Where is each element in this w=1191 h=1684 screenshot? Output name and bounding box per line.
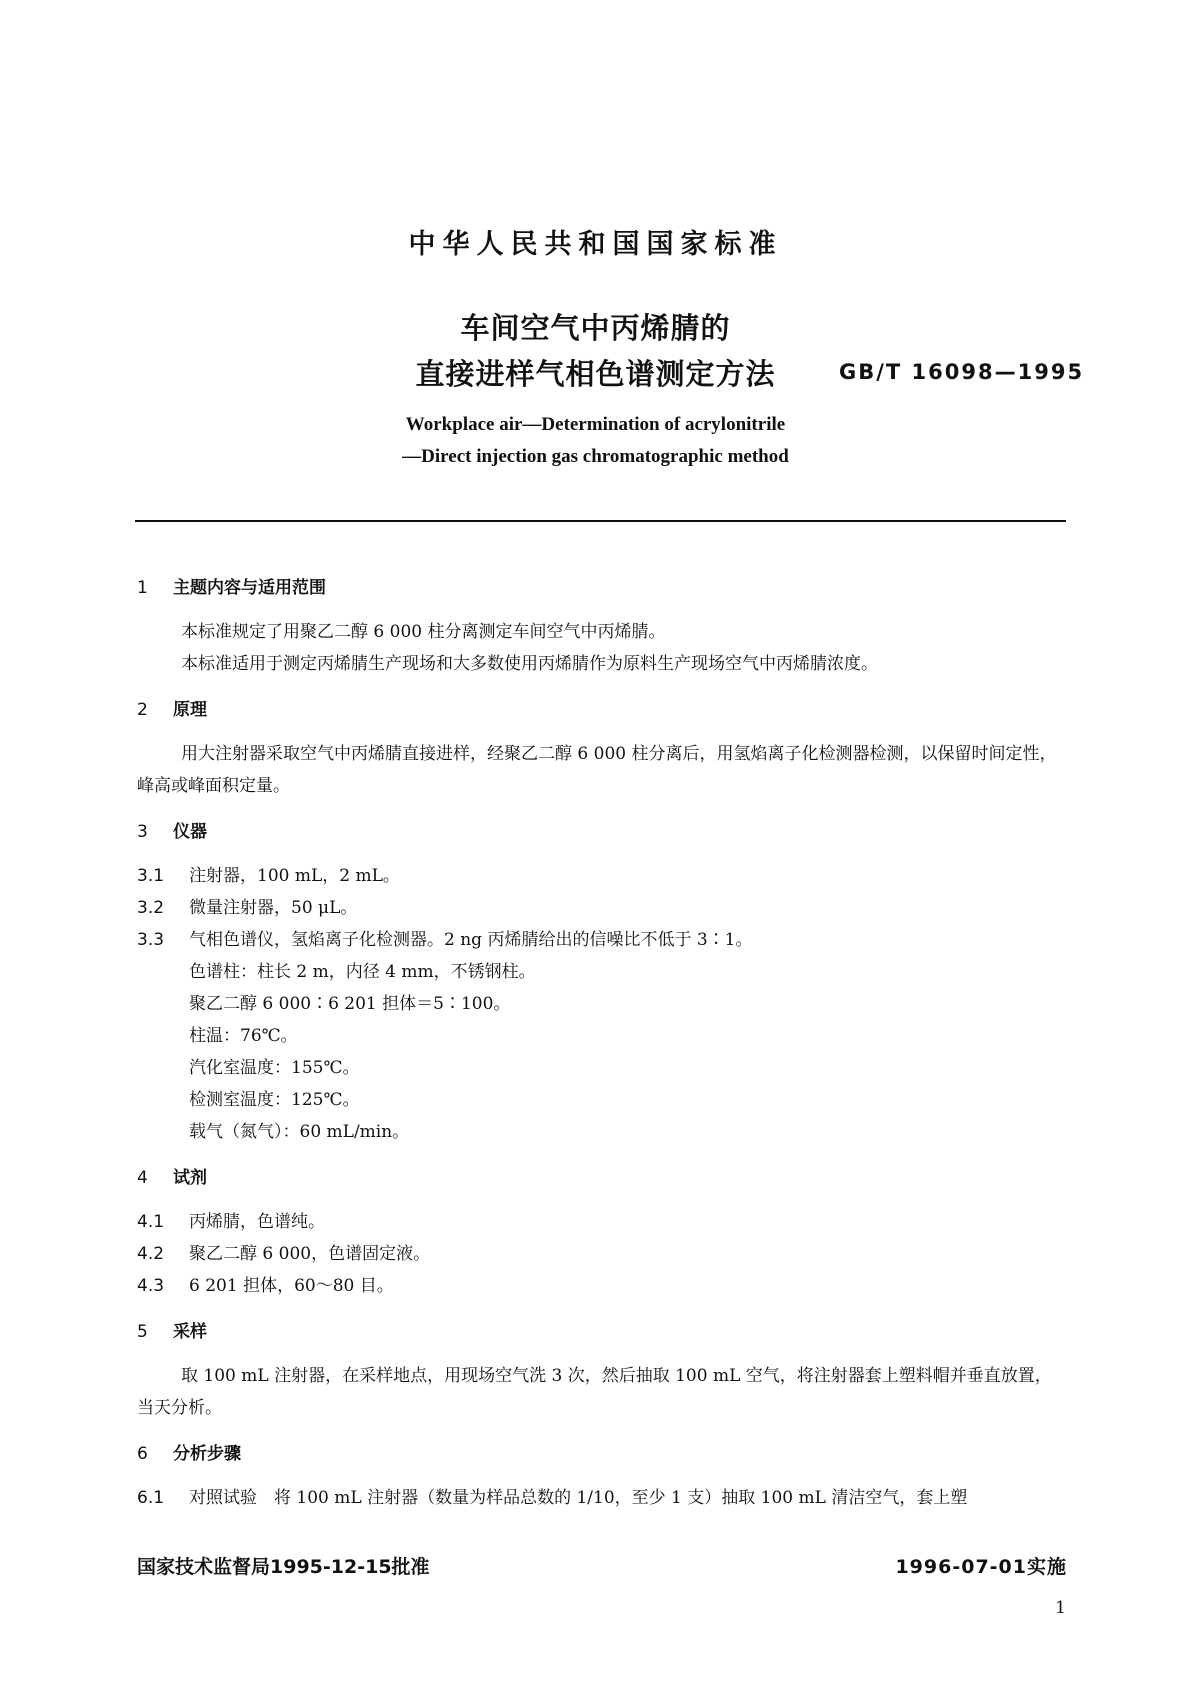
chinese-title-line-2: 直接进样气相色谱测定方法 — [415, 357, 776, 391]
item-text: 6 201 担体，60～80 目。 — [189, 1276, 394, 1296]
list-item — [137, 860, 1067, 892]
section-5 — [137, 1316, 1067, 1424]
condition-line: 聚乙二醇 6 000∶6 201 担体＝5∶100。 — [189, 994, 511, 1014]
section-title: 采样 — [173, 1322, 207, 1342]
section-title: 仪器 — [173, 822, 207, 842]
section-heading — [137, 816, 1067, 848]
section-number: 2 — [137, 700, 148, 720]
english-title-line-1: Workplace air—Determination of acrylonitrile — [405, 414, 786, 435]
item-number: 4.2 — [137, 1244, 165, 1264]
section-number: 4 — [137, 1168, 148, 1188]
section-heading — [137, 1316, 1067, 1348]
section-heading — [137, 1438, 1067, 1470]
paragraph: 本标准规定了用聚乙二醇 6 000 柱分离测定车间空气中丙烯腈。 — [181, 622, 666, 642]
condition-line: 汽化室温度：155℃。 — [189, 1058, 360, 1078]
item-text: 对照试验 将 100 mL 注射器（数量为样品总数的 1/10，至少 1 支）抽取 100 mL 清洁空气，套上塑 — [189, 1488, 968, 1508]
item-number: 3.1 — [137, 866, 165, 886]
paragraph: 取 100 mL 注射器，在采样地点，用现场空气洗 3 次，然后抽取 100 mL 空气，将注射器套上塑料帽并垂直放置，当天分析。 — [137, 1366, 1052, 1418]
english-title-line-2: —Direct injection gas chromatographic method — [402, 446, 789, 467]
section-title: 原理 — [173, 700, 207, 720]
section-3 — [137, 816, 1067, 1148]
section-number: 6 — [137, 1444, 148, 1464]
section-heading — [137, 572, 1067, 604]
list-item — [137, 1270, 1067, 1302]
document-body — [137, 572, 1067, 1528]
section-title: 主题内容与适用范围 — [173, 578, 326, 598]
list-item — [137, 892, 1067, 924]
chinese-title-line-1: 车间空气中丙烯腈的 — [460, 311, 731, 345]
section-1 — [137, 572, 1067, 680]
standard-number: GB/T 16098—1995 — [839, 360, 1085, 384]
condition-line: 色谱柱：柱长 2 m，内径 4 mm，不锈钢柱。 — [189, 962, 536, 982]
section-number: 1 — [137, 578, 148, 598]
section-title: 分析步骤 — [173, 1444, 241, 1464]
item-text: 气相色谱仪，氢焰离子化检测器。2 ng 丙烯腈给出的信噪比不低于 3∶1。 — [189, 930, 753, 950]
item-number: 4.1 — [137, 1212, 165, 1232]
section-6 — [137, 1438, 1067, 1514]
effective-date: 1996-07-01实施 — [895, 1556, 1067, 1578]
section-4 — [137, 1162, 1067, 1302]
paragraph: 本标准适用于测定丙烯腈生产现场和大多数使用丙烯腈作为原料生产现场空气中丙烯腈浓度。 — [181, 654, 878, 674]
national-standard-title: 中华人民共和国国家标准 — [408, 229, 783, 260]
section-heading — [137, 694, 1067, 726]
section-heading — [137, 1162, 1067, 1194]
item-text: 丙烯腈，色谱纯。 — [189, 1212, 325, 1232]
paragraph: 用大注射器采取空气中丙烯腈直接进样，经聚乙二醇 6 000 柱分离后，用氢焰离子化检测器检测，以保留时间定性，峰高或峰面积定量。 — [137, 744, 1057, 796]
item-number: 6.1 — [137, 1488, 165, 1508]
list-item — [137, 1482, 1067, 1514]
condition-line: 载气（氮气）：60 mL/min。 — [189, 1122, 410, 1142]
header-divider — [135, 520, 1066, 522]
item-text: 注射器，100 mL，2 mL。 — [189, 866, 400, 886]
item-number: 3.3 — [137, 930, 165, 950]
section-2 — [137, 694, 1067, 802]
section-number: 3 — [137, 822, 148, 842]
item-text: 微量注射器，50 μL。 — [189, 898, 358, 918]
list-item — [137, 924, 1067, 956]
condition-line: 柱温：76℃。 — [189, 1026, 298, 1046]
item-number: 4.3 — [137, 1276, 165, 1296]
condition-line: 检测室温度：125℃。 — [189, 1090, 360, 1110]
section-title: 试剂 — [173, 1168, 207, 1188]
page-number: 1 — [1055, 1598, 1066, 1618]
section-number: 5 — [137, 1322, 148, 1342]
approval-date: 国家技术监督局1995-12-15批准 — [137, 1556, 430, 1578]
item-text: 聚乙二醇 6 000，色谱固定液。 — [189, 1244, 431, 1264]
list-item — [137, 1206, 1067, 1238]
list-item — [137, 1238, 1067, 1270]
item-number: 3.2 — [137, 898, 165, 918]
